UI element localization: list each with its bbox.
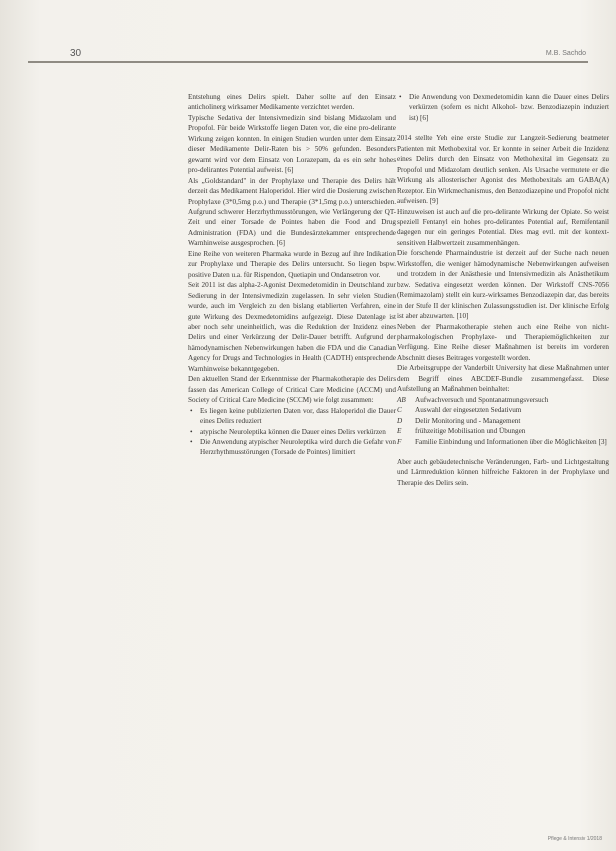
page-header [0,44,616,64]
header-rule [28,61,588,63]
paragraph: Die forschende Pharmaindustrie ist derzeit auf der Suche nach neuen Wirkstoffen, die weniger hämodynamische Nebenwirkungen aufweisen und trotzdem in der Anästhesie und Intensivmedizin als Anästhetikum bzw. Sedativa eingesetzt werden können. Der Wirkstoff CNS-7056 (Remimazolam) stellt ein kurz-wirksames Benzodiazepin dar, das bereits in der Stufe II der klinischen Zulassungsstudien ist. Der klinische Erfolg ist aber abzuwarten. [10] [397,249,609,321]
spacer [397,447,609,457]
abbreviation-value: Aufwachversuch und Spontanatmungsversuch [415,395,549,404]
paragraph: Eine Reihe von weiteren Pharmaka wurde in Bezug auf ihre Indikation zur Prophylaxe und Therapie des Delirs untersucht. So liegen bspw. positive Daten u.a. für Rispendon, Quetiapin und Ondansetron vor. [188,249,396,279]
paragraph: Aber auch gebäudetechnische Veränderungen, Farb- und Lichtgestaltung und Lärmreduktion können hilfreiche Faktoren in der Prophylaxe und Therapie des Delirs sein. [397,457,609,487]
list-item: • Die Anwendung von Dexmedetomidin kann die Dauer eines Delirs verkürzen (sofern es nicht Alkohol- bzw. Benzodiazepin induziert ist) [6] [397,92,609,123]
paragraph: Als „Goldstandard" in der Prophylaxe und Therapie des Delirs hält derzeit das Medikament Haloperidol. Hier wird die Dosierung zwischen Prophylaxe (3*0,5mg p.o.) und Therapie (3*1,5mg p.o.) unterschieden. Aufgrund schwerer Herzrhythmusstörungen, wie Verlängerung der QT-Zeit und einer Torsade de Pointes haben die Food and Drug Administration (FDA) und die Bundesärztekammer entsprechende Warnhinweise ausgesprochen. [6] [188,176,396,248]
bullet-list [397,92,609,123]
abbreviation-value: Familie Einbindung und Informationen über die Möglichkeiten [3] [415,437,607,446]
page-number: 30 [70,48,82,59]
abbreviation-row [397,405,609,415]
paragraph: Hinzuweisen ist auch auf die pro-delirante Wirkung der Opiate. So weist speziell Fentanyl ein hohes pro-delirantes Potential auf, Remifentanil dagegen nur ein geringes Potential. Dies mag evtl. mit der kontext-sensitiven Halbwertzeit zusammenhängen. [397,207,609,247]
left-column [188,92,396,458]
abbreviation-value: Delir Monitoring und - Management [415,416,521,425]
abbreviation-row [397,395,609,405]
paragraph: 2014 stellte Yeh eine erste Studie zur Langzeit-Sedierung beatmeter Patienten mit Methobexital vor. Er konnte in seiner Arbeit die Inzidenz eines Delirs durch den Einsatz von Methohexital im Gegensatz zu Propofol und Midazolam deutlich senken. Als Ursache vermutete er die Wirkung als allosterischer Agonist des Methobexitals am GABA(A) Rezeptor. Ein Wirkmechanismus, den Benzodiazepine und Propofol nicht aufweisen. [9] [397,134,609,206]
paragraph: Seit 2011 ist das alpha-2-Agonist Dexmedetomidin in Deutschland zur Sedierung in der Intensivmedizin zugelassen. In sehr vielen Studien wurde, auch im Vergleich zu den bislang etablierten Verfahren, eine gute Wirkung des Dexmedetomidins aufgezeigt. Diese Datenlage ist aber noch sehr uneinheitlich, was die Reduktion der Inzidenz eines Delirs und einer Verkürzung der Delir-Dauer betrifft. Aufgrund der hämodynamischen Nebenwirkungen haben die FDA und die Canadian Agency for Drugs and Technologies in Health (CADTH) entsprechende Warnhinweise bekanntgegeben. [188,281,396,373]
paragraph: Neben der Pharmakotherapie stehen auch eine Reihe von nicht-pharmakologischen Prophylaxe- und Therapiemöglichkeiten zur Verfügung. Eine Reihe dieser Maßnahmen ist bereits im vorderen Abschnitt dieses Beitrages vorgestellt worden. [397,322,609,362]
paragraph: Entstehung eines Delirs spielt. Daher sollte auf den Einsatz anticholinerg wirksamer Medikamente verzichtet werden. [188,93,396,112]
abbreviation-row [397,426,609,436]
abbreviation-value: frühzeitige Mobilisation und Übungen [415,427,526,436]
page-footer: Pflege & Intensiv 1/2018 [547,836,602,842]
abbreviation-key: D [397,416,403,425]
abbreviation-row [397,416,609,426]
abcdef-list [397,395,609,447]
list-item: • atypische Neuroleptika können die Dauer eines Delirs verkürzen [188,427,396,437]
abbreviation-key: C [397,406,402,415]
spacer [397,123,609,133]
abbreviation-key: E [397,427,402,436]
abbreviation-value: Auswahl der eingesetzten Sedativum [415,406,522,415]
abbreviation-row [397,437,609,447]
paragraph: Typische Sedativa der Intensivmedizin sind bislang Midazolam und Propofol. Für beide Wirkstoffe liegen Daten vor, die eine pro-delirante Wirkung zeigen konnten. In einigen Studien wurden unter dem Einsatz dieser Medikamente Delir-Raten bis > 50% gefunden. Besonders gewarnt wird vor dem Einsatz von Lorazepam, da es ein sehr hohes pro-delirantes Potential aufweist. [6] [188,113,396,175]
paragraph: Den aktuellen Stand der Erkenntnisse der Pharmakotherapie des Delirs fassen das American College of Critical Care Medicine (ACCM) und Society of Critical Care Medicine (SCCM) wie folgt zusammen: [188,375,396,405]
list-item: • Es liegen keine publizierten Daten vor, dass Haloperidol die Dauer eines Delirs reduziert [188,406,396,427]
abbreviation-key: AB [397,395,406,404]
bullet-list [188,406,396,458]
right-column [397,92,609,488]
running-head: M.B. Sachdo [545,50,586,57]
paragraph: Die Arbeitsgruppe der Vanderbilt University hat diese Maßnahmen unter dem Begriff eines ABCDEF-Bundle zusammengefasst. Diese Aufstellung an Maßnahmen beinhaltet: [397,364,609,394]
abbreviation-key: F [397,437,402,446]
list-item: • Die Anwendung atypischer Neuroleptika wird durch die Gefahr von Herzrhythmusstörungen (Torsade de Pointes) limitiert [188,437,396,458]
